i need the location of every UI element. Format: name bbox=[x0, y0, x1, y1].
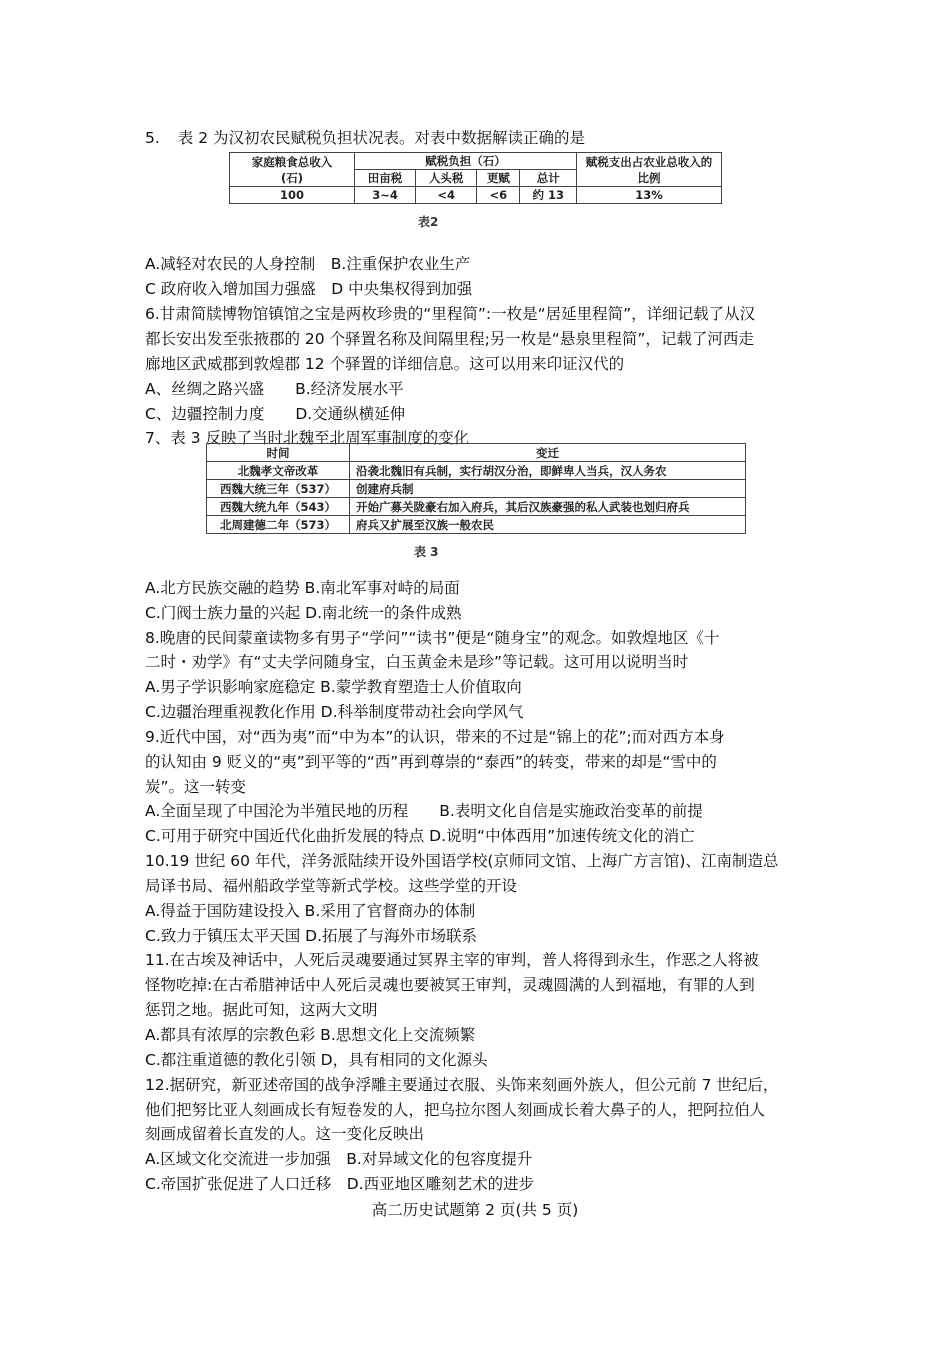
question-8-line-2: 二时・劝学》有“丈夫学问随身宝，白玉黄金未是珍”等记载。这可用以说明当时 bbox=[145, 653, 689, 671]
table-subheader: 田亩税 bbox=[355, 170, 416, 187]
question-7-options-1: A.北方民族交融的趋势 B.南北军事对峙的局面 bbox=[145, 579, 460, 597]
table-cell: 13% bbox=[577, 187, 722, 204]
table-cell: 创建府兵制 bbox=[350, 480, 746, 498]
question-6-line-1: 6.甘肃简牍博物馆镇馆之宝是两枚珍贵的“里程简”:一枚是“居延里程简”，详细记载了从汉 bbox=[145, 305, 756, 323]
question-9-line-3: 炭”。这一转变 bbox=[145, 778, 247, 796]
question-11-line-3: 惩罚之地。据此可知，这两大文明 bbox=[145, 1001, 378, 1019]
table-3 bbox=[206, 443, 746, 534]
question-8-line-1: 8.晚唐的民间蒙童读物多有男子“学问”“读书”便是“随身宝”的观念。如敦煌地区《十 bbox=[145, 629, 720, 647]
question-6-line-2: 都长安出发至张掖郡的 20 个驿置名称及间隔里程;另一枚是“悬泉里程简”，记载了河西走 bbox=[145, 330, 754, 348]
table-cell: 府兵又扩展至汉族一般农民 bbox=[350, 516, 746, 534]
question-12-options-2: C.帝国扩张促进了人口迁移 D.西亚地区雕刻艺术的进步 bbox=[145, 1175, 535, 1193]
table-header-burden: 赋税负担（石） bbox=[355, 153, 577, 170]
table-3-caption: 表 3 bbox=[414, 545, 439, 559]
question-5-options-2: C 政府收入增加国力强盛 D 中央集权得到加强 bbox=[145, 280, 473, 298]
question-5-options-1: A.减轻对农民的人身控制 B.注重保护农业生产 bbox=[145, 255, 471, 273]
table-2-caption: 表2 bbox=[418, 215, 439, 229]
table-subheader: 人头税 bbox=[416, 170, 477, 187]
question-5-stem: 5. 表 2 为汉初农民赋税负担状况表。对表中数据解读正确的是 bbox=[145, 129, 586, 147]
question-12-line-1: 12.据研究，新亚述帝国的战争浮雕主要通过衣服、头饰来刻画外族人，但公元前 7 世纪后， bbox=[145, 1076, 779, 1094]
question-11-line-2: 怪物吃掉:在古希腊神话中人死后灵魂也要被冥王审判，灵魂圆满的人到福地，有罪的人到 bbox=[145, 976, 755, 994]
question-9-line-2: 的认知由 9 贬义的“夷”到平等的“西”再到尊崇的“泰西”的转变，带来的却是“雪中的 bbox=[145, 753, 717, 771]
question-10-line-2: 局译书局、福州船政学堂等新式学校。这些学堂的开设 bbox=[145, 877, 518, 895]
table-header-time: 时间 bbox=[207, 444, 350, 462]
table-header-change: 变迁 bbox=[350, 444, 746, 462]
question-9-line-1: 9.近代中国，对“西为夷”而“中为本”的认识，带来的不过是“锦上的花”;而对西方本身 bbox=[145, 728, 725, 746]
question-6-options-1: A、丝绸之路兴盛 B.经济发展水平 bbox=[145, 380, 404, 398]
table-cell: 100 bbox=[230, 187, 355, 204]
question-10-options-2: C.致力于镇压太平天国 D.拓展了与海外市场联系 bbox=[145, 927, 478, 945]
table-cell: <4 bbox=[416, 187, 477, 204]
table-cell: <6 bbox=[477, 187, 520, 204]
question-12-line-3: 刻画成留着长直发的人。这一变化反映出 bbox=[145, 1125, 425, 1143]
question-9-options-1: A.全面呈现了中国沦为半殖民地的历程 B.表明文化自信是实施政治变革的前提 bbox=[145, 802, 703, 820]
table-cell: 北魏孝文帝改革 bbox=[207, 462, 350, 480]
question-8-options-1: A.男子学识影响家庭稳定 B.蒙学教育塑造士人价值取向 bbox=[145, 678, 522, 696]
question-10-options-1: A.得益于国防建设投入 B.采用了官督商办的体制 bbox=[145, 902, 476, 920]
question-11-options-1: A.都具有浓厚的宗教色彩 B.思想文化上交流频繁 bbox=[145, 1026, 476, 1044]
question-6-options-2: C、边疆控制力度 D.交通纵横延伸 bbox=[145, 405, 406, 423]
question-7-options-2: C.门阀士族力量的兴起 D.南北统一的条件成熟 bbox=[145, 604, 462, 622]
question-7-stem: 7、表 3 反映了当时北魏至北周军事制度的变化 bbox=[145, 429, 470, 447]
table-subheader: 总计 bbox=[520, 170, 577, 187]
question-number: 5. bbox=[145, 129, 160, 147]
question-11-options-2: C.都注重道德的教化引领 D，具有相同的文化源头 bbox=[145, 1051, 488, 1069]
question-12-options-1: A.区域文化交流进一步加强 B.对异域文化的包容度提升 bbox=[145, 1150, 533, 1168]
table-header-ratio: 赋税支出占农业总收入的 比例 bbox=[577, 153, 722, 187]
table-cell: 沿袭北魏旧有兵制，实行胡汉分治，即鲜卑人当兵，汉人务农 bbox=[350, 462, 746, 480]
table-cell: 西魏大统九年（543） bbox=[207, 498, 350, 516]
page-footer: 高二历史试题第 2 页(共 5 页) bbox=[371, 1201, 579, 1219]
question-6-line-3: 廊地区武威郡到敦煌郡 12 个驿置的详细信息。这可以用来印证汉代的 bbox=[145, 355, 625, 373]
table-cell: 约 13 bbox=[520, 187, 577, 204]
table-cell: 西魏大统三年（537） bbox=[207, 480, 350, 498]
question-9-options-2: C.可用于研究中国近代化曲折发展的特点 D.说明“中体西用”加速传统文化的消亡 bbox=[145, 827, 695, 845]
table-cell: 3~4 bbox=[355, 187, 416, 204]
table-subheader: 更赋 bbox=[477, 170, 520, 187]
question-8-options-2: C.边疆治理重视教化作用 D.科举制度带动社会向学风气 bbox=[145, 703, 524, 721]
question-12-line-2: 他们把努比亚人刻画成长有短卷发的人，把乌拉尔图人刻画成长着大鼻子的人，把阿拉伯人 bbox=[145, 1101, 766, 1119]
table-cell: 北周建德二年（573） bbox=[207, 516, 350, 534]
table-2 bbox=[229, 152, 722, 204]
question-11-line-1: 11.在古埃及神话中，人死后灵魂要通过冥界主宰的审判，普人将得到永生，作恶之人将被 bbox=[145, 951, 759, 969]
question-10-line-1: 10.19 世纪 60 年代，洋务派陆续开设外国语学校(京师同文馆、上海广方言馆)、江南制造总 bbox=[145, 852, 779, 870]
table-header-income: 家庭粮食总收入 (石) bbox=[230, 153, 355, 187]
table-cell: 开始广募关陇豪右加入府兵，其后汉族豪强的私人武装也划归府兵 bbox=[350, 498, 746, 516]
